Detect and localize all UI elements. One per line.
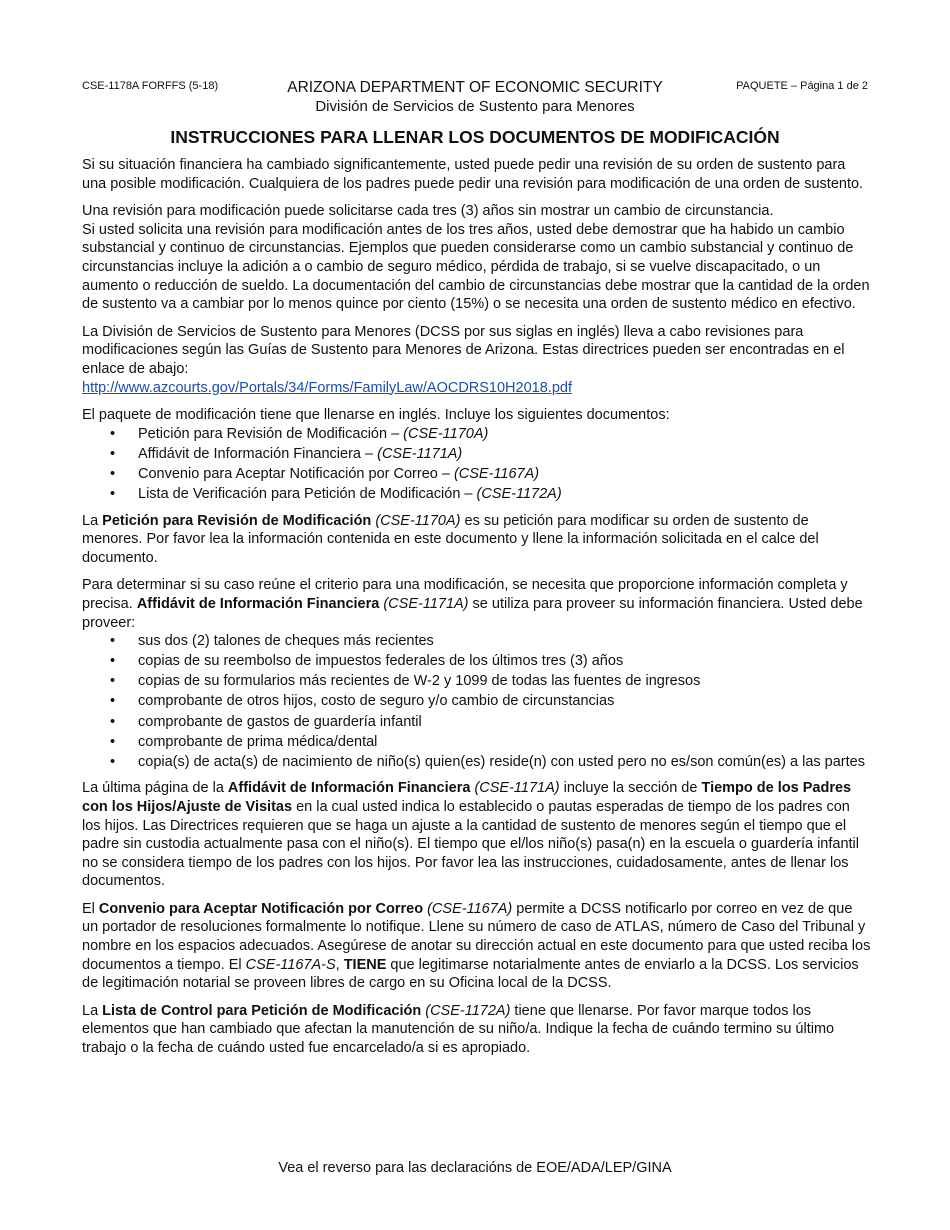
circumstances-text: Si usted solicita una revisión para modificación antes de los tres años, usted debe demostrar que ha habido un cambio substancial y continuo de circunstancias. Ejemplos que pueden considerarse como un cambio substancial y continuo de circunstancias incluye la adición a o cambio de seguro médico, pérdida de trabajo, si se vuelve discapacitado, o un aumento o reducción de sueldo. La documentación del cambio de circunstancias debe mostrar que la cantidad de la orden de sustento va a cambiar por lo menos quince por ciento (15%) o se necesita una orden de sustento médico en efectivo. (82, 221, 870, 313)
intro-paragraph: Si su situación financiera ha cambiado significantemente, usted puede pedir una revisión de su orden de sustento para una posible modificación. Cualquiera de los padres puede pedir una revisión para modificación de una orden de sustento. (82, 157, 864, 192)
bullet: • (110, 445, 116, 462)
bullet: • (110, 486, 116, 502)
page-title: INSTRUCCIONES PARA LLENAR LOS DOCUMENTOS DE MODIFICACIÓN (170, 127, 780, 147)
list-item: • copia(s) de acta(s) de nacimiento de niño(s) quien(es) reside(n) con usted pero no es/son común(es) a las partes (110, 753, 865, 770)
list-item: • Convenio para Aceptar Notificación por Correo – (CSE-1167A) (110, 465, 540, 482)
provide-list (82, 632, 872, 771)
list-item: • sus dos (2) talones de cheques más recientes (110, 633, 434, 650)
guidelines-text: La División de Servicios de Sustento para Menores (DCSS por sus siglas en inglés) lleva a cabo revisiones para modificaciones según las Guías de Sustento para Menores de Arizona. Estas directrices pueden ser encontradas en el enlace de abajo: (82, 323, 845, 377)
division-name: División de Servicios de Sustento para Menores (315, 98, 635, 115)
review-frequency-paragraph (82, 202, 872, 314)
bullet: • (110, 653, 116, 670)
bullet: • (110, 465, 116, 482)
petition-paragraph: La Petición para Revisión de Modificación (CSE-1170A) es su petición para modificar su orden de sustento de menores. Por favor lea la información contenida en este documento y llene la información solicitada en el calce del documento. (82, 512, 819, 566)
bullet: • (110, 633, 116, 650)
agency-name: ARIZONA DEPARTMENT OF ECONOMIC SECURITY (287, 79, 663, 96)
parenting-time-paragraph: La última página de la Affidávit de Información Financiera (CSE-1171A) incluye la sección de Tiempo de los Padres con los Hijos/Ajuste de Visitas en la cual usted indica lo establecido o pautas esperadas de tiempo de los padres con los hijos. Las Directrices requieren que se haga un ajuste a la cantidad de sustento de menores según el tiempo que el padre sin custodia actualmente pasa con el niño(s). El tiempo que el/los niño(s) pasa(n) en la escuela o guardería infantil no se considera tiempo de los padres con los hijos. Por favor lea las instrucciones, cuidadosamente, antes de llenar los documentos. (82, 780, 860, 890)
bullet: • (110, 753, 116, 770)
instructions-body (82, 156, 872, 1067)
affidavit-paragraph: Para determinar si su caso reúne el criterio para una modificación, se necesita que proporcione información completa y precisa. Affidávit de Información Financiera (CSE-1171A) se utiliza para proveer su información financiera. Usted debe proveer: (82, 577, 863, 631)
guidelines-link[interactable]: http://www.azcourts.gov/Portals/34/Forms/FamilyLaw/AOCDRS10H2018.pdf (82, 379, 572, 396)
documents-list (82, 425, 872, 504)
list-item: • Affidávit de Información Financiera – (CSE-1171A) (110, 445, 463, 462)
list-item: • Petición para Revisión de Modificación – (CSE-1170A) (110, 425, 489, 442)
bullet: • (110, 693, 116, 710)
list-item: • Lista de Verificación para Petición de Modificación – (CSE-1172A) (110, 486, 562, 502)
bullet: • (110, 733, 116, 750)
bullet: • (110, 713, 116, 730)
list-item: • copias de su formularios más recientes de W-2 y 1099 de todas las fuentes de ingresos (110, 673, 701, 690)
mail-notice-paragraph: El Convenio para Aceptar Notificación por Correo (CSE-1167A) permite a DCSS notificarlo por correo en vez de que un portador de resoluciones formalmente lo notifique. Llene su número de caso de ATLAS, número de Caso del Tribunal y nombre en los espacios adecuados. Asegúrese de anotar su dirección actual en este documento para que usted reciba los documentos a tiempo. El CSE-1167A-S, TIENE que legitimarse notarialmente antes de enviarlo a la DCSS. Los servicios de legitimación notarial se proveen libres de cargo en su Oficina local de la DCSS. (82, 900, 871, 992)
form-id: CSE-1178A FORFFS (5-18) (82, 80, 219, 92)
guidelines-paragraph (82, 323, 872, 397)
footer-note: Vea el reverso para las declaracións de EOE/ADA/LEP/GINA (278, 1160, 672, 1176)
list-item: • comprobante de gastos de guardería infantil (110, 713, 422, 730)
list-item: • comprobante de otros hijos, costo de seguro y/o cambio de circunstancias (110, 693, 615, 710)
packet-paragraph: El paquete de modificación tiene que llenarse en inglés. Incluye los siguientes documentos: (82, 407, 670, 424)
bullet: • (110, 425, 116, 442)
list-item: • copias de su reembolso de impuestos federales de los últimos tres (3) años (110, 653, 624, 670)
checklist-paragraph: La Lista de Control para Petición de Modificación (CSE-1172A) tiene que llenarse. Por favor marque todos los elementos que han cambiado que afectan la manutención de su niño/a. Indique la fecha de cuándo termino su último trabajo o la fecha de cuándo usted fue encarcelado/a si es apropiado. (82, 1002, 835, 1057)
review-frequency-sentence: Una revisión para modificación puede solicitarse cada tres (3) años sin mostrar un cambio de circunstancia. (82, 203, 774, 220)
bullet: • (110, 673, 116, 690)
list-item: • comprobante de prima médica/dental (110, 733, 378, 750)
page-number: PAQUETE – Página 1 de 2 (736, 80, 868, 92)
